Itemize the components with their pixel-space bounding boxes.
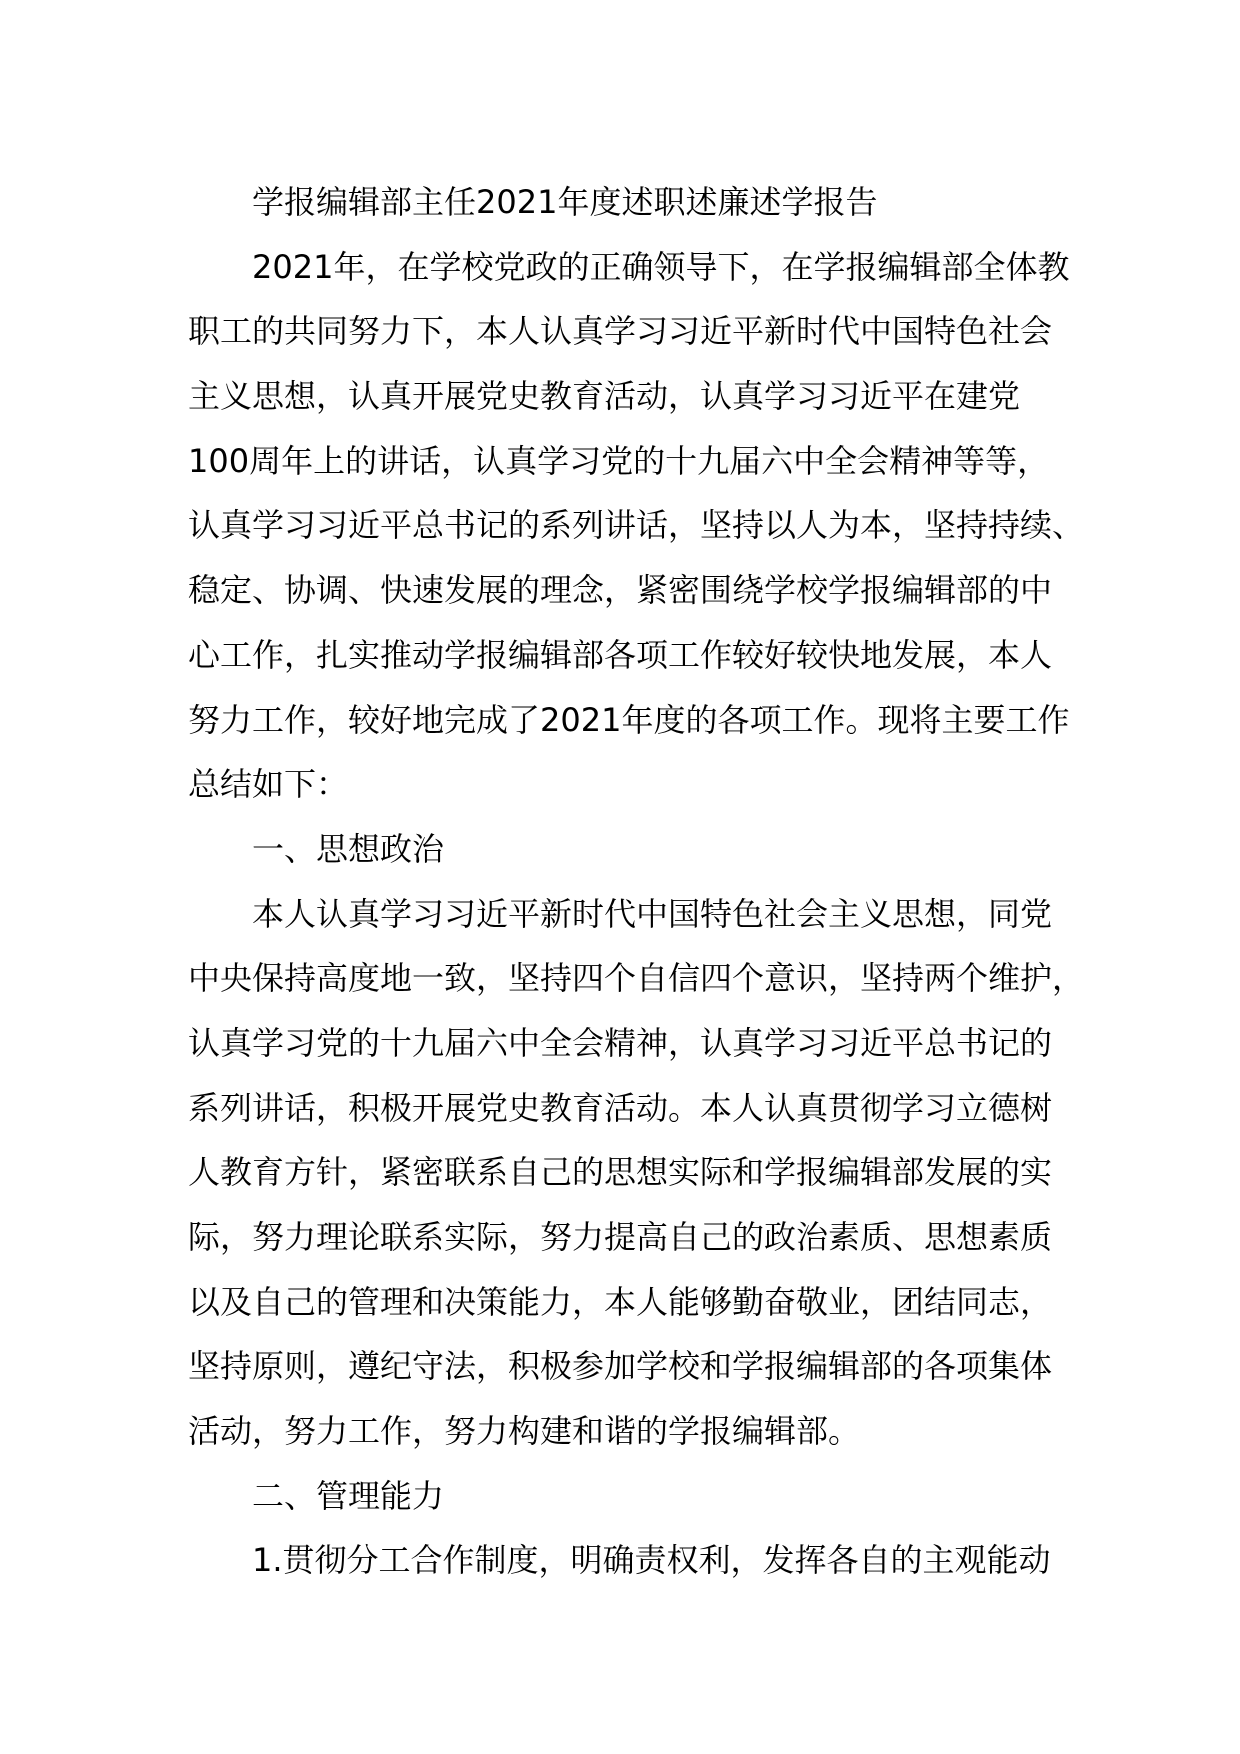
section1-line: 中央保持高度地一致，坚持四个自信四个意识，坚持两个维护， <box>188 959 1085 998</box>
section1-line: 本人认真学习习近平新时代中国特色社会主义思想，同党 <box>252 894 1053 933</box>
intro-line: 2021年，在学校党政的正确领导下，在学报编辑部全体教 <box>252 247 1070 286</box>
intro-line: 稳定、协调、快速发展的理念，紧密围绕学校学报编辑部的中 <box>188 571 1053 610</box>
intro-line: 职工的共同努力下，本人认真学习习近平新时代中国特色社会 <box>188 312 1053 351</box>
intro-line: 主义思想，认真开展党史教育活动，认真学习习近平在建党 <box>188 377 1021 416</box>
document-body <box>188 170 1085 1593</box>
intro-line: 心工作，扎实推动学报编辑部各项工作较好较快地发展，本人 <box>188 635 1053 674</box>
section1-line: 际，努力理论联系实际，努力提高自己的政治素质、思想素质 <box>188 1218 1053 1256</box>
section1-line: 系列讲话，积极开展党史教育活动。本人认真贯彻学习立德树 <box>188 1088 1053 1127</box>
section2-line: 1.贯彻分工合作制度，明确责权利，发挥各自的主观能动 <box>252 1541 1051 1580</box>
section1-line: 活动，努力工作，努力构建和谐的学报编辑部。 <box>188 1412 861 1451</box>
section-heading-1: 一、思想政治 <box>252 829 445 868</box>
section-heading-2: 二、管理能力 <box>252 1476 445 1515</box>
intro-line: 认真学习习近平总书记的系列讲话，坚持以人为本，坚持持续、 <box>188 506 1085 545</box>
section1-line: 以及自己的管理和决策能力，本人能够勤奋敬业，团结同志， <box>188 1282 1053 1321</box>
section1-line: 认真学习党的十九届六中全会精神，认真学习习近平总书记的 <box>188 1023 1053 1062</box>
intro-line: 努力工作，较好地完成了2021年度的各项工作。现将主要工作 <box>188 700 1070 739</box>
intro-line: 100周年上的讲话，认真学习党的十九届六中全会精神等等， <box>188 441 1050 480</box>
section1-line: 人教育方针，紧密联系自己的思想实际和学报编辑部发展的实 <box>188 1153 1053 1192</box>
intro-line: 总结如下： <box>188 765 349 804</box>
section1-line: 坚持原则，遵纪守法，积极参加学校和学报编辑部的各项集体 <box>188 1347 1053 1386</box>
document-title: 学报编辑部主任2021年度述职述廉述学报告 <box>252 183 878 221</box>
